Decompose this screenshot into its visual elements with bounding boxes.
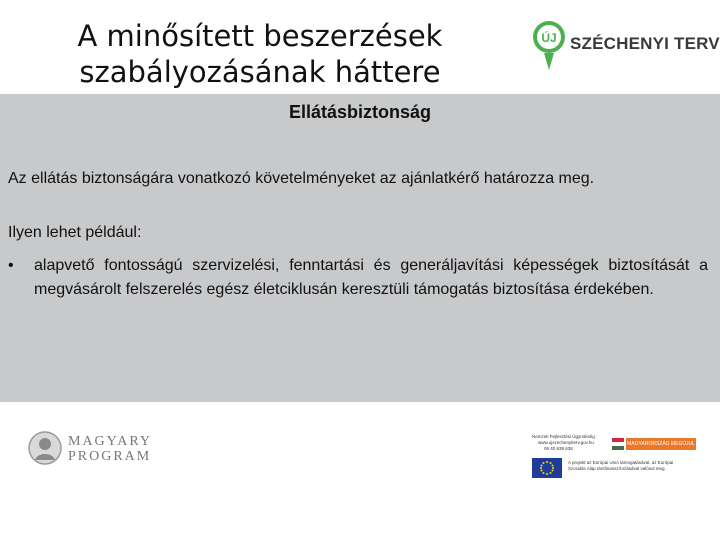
slide-title-line-2: szabályozásának háttere [79, 55, 441, 89]
eu-flag-icon [532, 458, 562, 478]
nfu-text-2: www.ujszechenyiterv.gov.hu [538, 440, 594, 445]
magyary-portrait-icon [28, 430, 62, 466]
slide-header [0, 0, 720, 94]
paragraph-1: Az ellátás biztonságára vonatkozó követelményeket az ajánlatkérő határozza meg. [8, 170, 595, 187]
szechenyi-terv-label: SZÉCHENYI TERV [570, 34, 720, 53]
magyarorszag-megujul-band: MAGYARORSZÁG MEGÚJUL [626, 438, 696, 450]
section-heading: Ellátásbiztonság [288, 102, 432, 122]
nfu-text-1: Nemzeti Fejlesztési Ügynökség [532, 434, 595, 439]
eu-funding-logos [530, 432, 705, 482]
uj-badge-text: ÚJ [541, 31, 557, 45]
magyary-line-2: PROGRAM [68, 449, 152, 464]
bullet-icon: • [8, 257, 14, 274]
bullet-item [8, 254, 708, 302]
uj-badge-icon [532, 20, 566, 72]
hungarian-flag-icon [612, 438, 624, 450]
slide-title-line-1: A minősített beszerzések [77, 19, 443, 53]
content-panel [0, 94, 720, 402]
bullet-text: alapvető fontosságú szervizelési, fenntartási és generáljavítási képességek biztosítását a megvásárolt felszerelés egész életciklusán keresztüli támogatás biztosítása érdekében. [34, 257, 708, 298]
magyary-program-text [68, 434, 152, 464]
slide-title [60, 18, 460, 90]
magyary-program-logo [28, 430, 158, 470]
magyary-line-1: MAGYARY [68, 434, 153, 449]
eu-text-1: A projekt az Európai Unió támogatásával, az Európai [568, 460, 674, 465]
nfu-text-3: 06 40 638 638 [544, 446, 573, 451]
szechenyi-terv-logo [530, 20, 720, 76]
eu-text-2: Szociális Alap társfinanszírozásával valósul meg. [568, 466, 666, 471]
paragraph-2: Ilyen lehet például: [8, 224, 142, 241]
